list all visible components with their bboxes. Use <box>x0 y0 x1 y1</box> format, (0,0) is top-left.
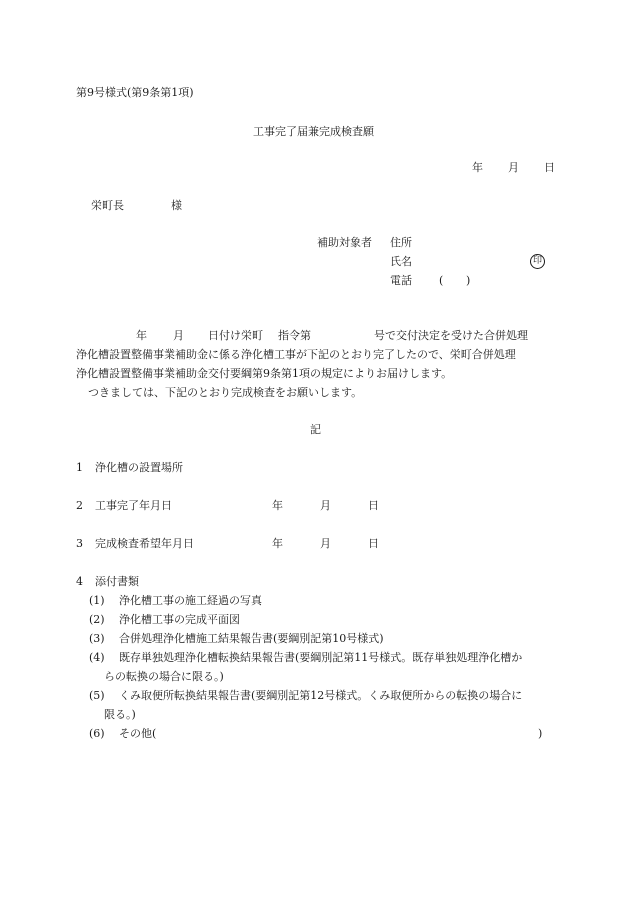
item2-label: 工事完了年月日 <box>95 499 172 512</box>
attachment-4-text: 既存単独処理浄化槽転換結果報告書(要綱別記第11号様式。既存単独処理浄化槽か <box>119 651 523 664</box>
attachment-5-text: くみ取便所転換結果報告書(要綱別記第12号様式。くみ取便所からの転換の場合に <box>119 689 523 702</box>
body-month: 月 <box>173 329 184 342</box>
attachment-5-number: (5) <box>89 689 105 702</box>
name-label: 氏名 <box>390 255 412 268</box>
seal-icon: 印 <box>530 254 545 269</box>
document-title: 工事完了届兼完成検査願 <box>253 125 374 138</box>
attachment-6-number: (6) <box>89 727 105 740</box>
item3-year: 年 <box>272 537 283 550</box>
form-number: 第9号様式(第9条第1項) <box>76 86 194 99</box>
attachment-2-text: 浄化槽工事の完成平面図 <box>119 613 240 626</box>
item2-year: 年 <box>272 499 283 512</box>
item2-number: 2 <box>76 499 83 512</box>
item3-number: 3 <box>76 537 83 550</box>
seal-mark <box>530 254 545 269</box>
attachment-6-text: その他( <box>119 727 157 740</box>
item2-month: 月 <box>320 499 331 512</box>
attachment-3-number: (3) <box>89 632 105 645</box>
attachment-5-text-cont: 限る。) <box>104 708 136 721</box>
attachment-4-number: (4) <box>89 651 105 664</box>
item4-label: 添付書類 <box>95 575 139 588</box>
date-year: 年 <box>472 161 483 174</box>
body-shitei: 指令第 <box>278 329 311 342</box>
item4-number: 4 <box>76 575 83 588</box>
attachment-3-text: 合併処理浄化槽施工結果報告書(要綱別記第10号様式) <box>119 632 384 645</box>
item1-number: 1 <box>76 461 83 474</box>
body-line2: 浄化槽設置整備事業補助金に係る浄化槽工事が下記のとおり完了したので、栄町合併処理 <box>76 348 516 361</box>
date-day: 日 <box>544 161 555 174</box>
body-year: 年 <box>136 329 147 342</box>
honorific: 様 <box>171 199 182 212</box>
attachment-4-text-cont: らの転換の場合に限る。) <box>104 670 224 683</box>
body-line1-rest: 号で交付決定を受けた合併処理 <box>374 329 528 342</box>
item2-day: 日 <box>368 499 379 512</box>
phone-paren-close: ) <box>466 274 471 287</box>
item3-day: 日 <box>368 537 379 550</box>
attachment-2-number: (2) <box>89 613 105 626</box>
addressee: 栄町長 <box>91 199 124 212</box>
body-line4: つきましては、下記のとおり完成検査をお願いします。 <box>88 386 363 399</box>
phone-label: 電話 <box>390 274 412 287</box>
attachment-1-text: 浄化槽工事の施工経過の写真 <box>119 594 262 607</box>
address-label: 住所 <box>390 236 412 249</box>
item3-month: 月 <box>320 537 331 550</box>
applicant-label: 補助対象者 <box>317 236 372 249</box>
date-month: 月 <box>508 161 519 174</box>
body-line3: 浄化槽設置整備事業補助金交付要綱第9条第1項の規定によりお届けします。 <box>76 367 453 380</box>
attachment-6-close: ) <box>538 727 543 740</box>
phone-paren-open: ( <box>439 274 444 287</box>
item1-label: 浄化槽の設置場所 <box>95 461 183 474</box>
item3-label: 完成検査希望年月日 <box>95 537 194 550</box>
attachment-1-number: (1) <box>89 594 105 607</box>
ki-heading: 記 <box>310 423 321 436</box>
body-date-sakae: 日付け栄町 <box>208 329 263 342</box>
